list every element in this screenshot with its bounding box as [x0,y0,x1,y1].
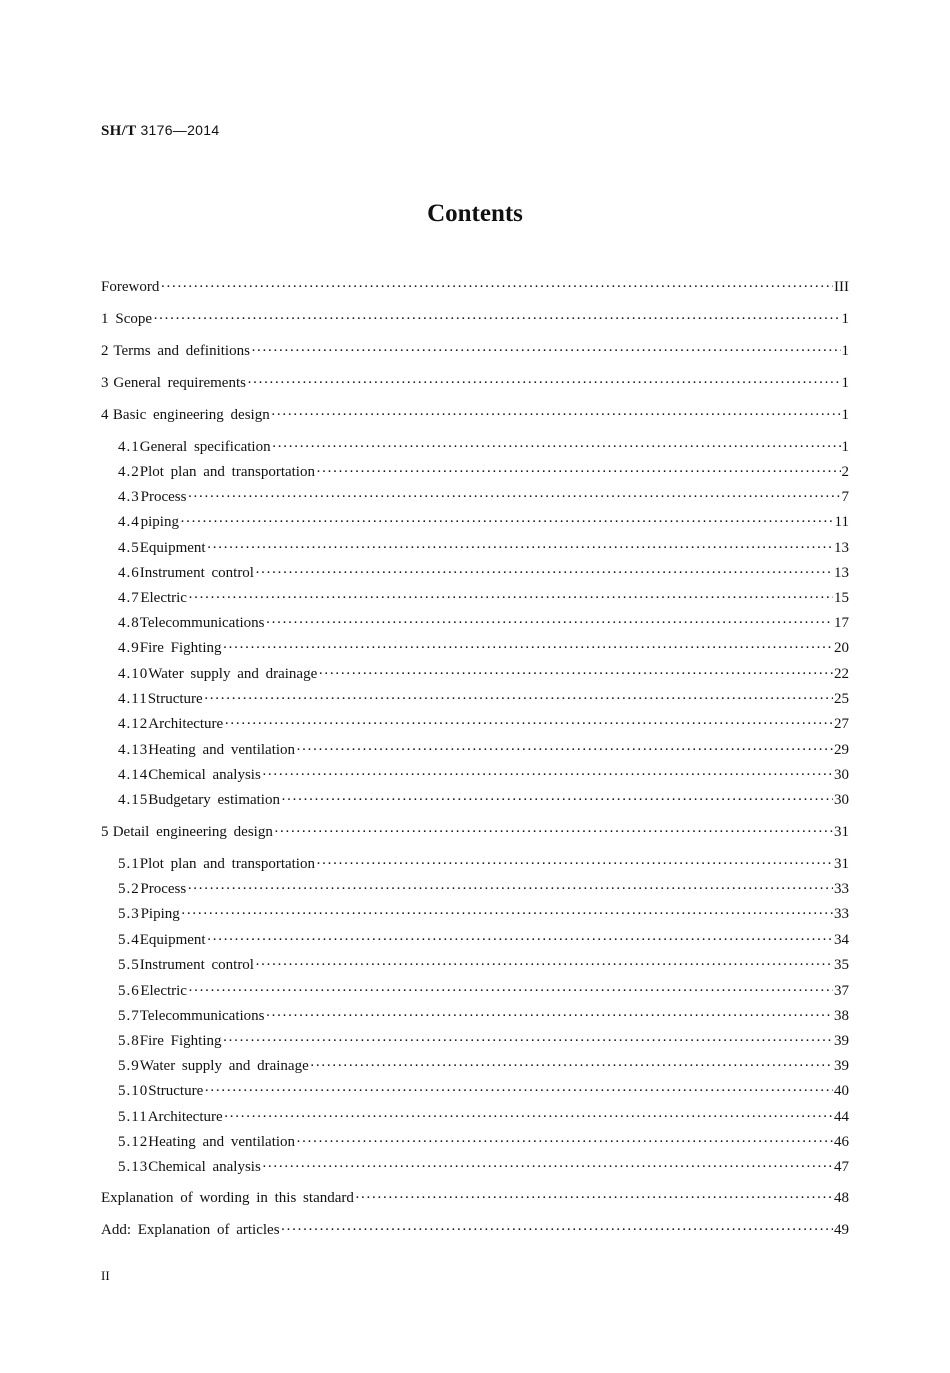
toc-entry-page: 1 [841,343,849,359]
toc-leader-dots [271,404,841,426]
toc-entry-number: 4.11 [118,691,148,707]
toc-entry-page: III [834,279,849,295]
toc-entry-page: 44 [834,1109,849,1125]
toc-entry-label: General specification [139,439,271,455]
toc-leader-dots [223,1030,833,1052]
toc-subentry[interactable] [118,511,849,533]
toc-entry[interactable] [101,372,849,394]
toc-entry-page: 1 [841,311,849,327]
toc-leader-dots [187,486,840,508]
toc-entry-label: Electric [140,983,187,999]
toc-entry-number: 4.13 [118,742,149,758]
toc-leader-dots [255,954,833,976]
toc-entry-label: Process [140,489,187,505]
toc-leader-dots [355,1187,833,1209]
toc-entry-page: 47 [834,1159,849,1175]
toc-leader-dots [187,878,833,900]
toc-entry-number: 4.5 [118,540,140,556]
toc-leader-dots [207,537,833,559]
toc-entry-number: 5.10 [118,1083,149,1099]
toc-entry-number: 5.3 [118,906,140,922]
toc-entry[interactable] [101,1219,849,1241]
toc-subentry[interactable] [118,878,849,900]
toc-subentry[interactable] [118,537,849,559]
toc-subentry[interactable] [118,562,849,584]
toc-entry-label: Explanation of wording in this standard [101,1190,354,1206]
toc-entry-number: 5.5 [118,957,140,973]
toc-entry-number: 5.11 [118,1109,148,1125]
toc-subentry[interactable] [118,980,849,1002]
toc-entry-number: 4.12 [118,716,149,732]
toc-entry-number: 5.8 [118,1033,140,1049]
toc-subentry[interactable] [118,663,849,685]
toc-entry-label: Basic engineering design [112,407,270,423]
toc-leader-dots [318,663,833,685]
toc-entry-page: 11 [834,514,849,530]
toc-entry-page: 15 [834,590,849,606]
toc-entry-number: 5.12 [118,1134,149,1150]
toc-leader-dots [272,436,841,458]
toc-leader-dots [204,1080,833,1102]
page-title: Contents [427,200,523,227]
toc-entry-label: Architecture [148,716,224,732]
toc-subentry[interactable] [118,587,849,609]
toc-entry-number: 4.9 [118,640,140,656]
toc-subentry[interactable] [118,1080,849,1102]
toc-leader-dots [266,612,834,634]
toc-subentry[interactable] [118,954,849,976]
toc-subentry[interactable] [118,637,849,659]
toc-entry-page: 17 [834,615,849,631]
toc-entry-number: 4.4 [118,514,140,530]
toc-entry-number: 5.2 [118,881,140,897]
toc-entry-label: Structure [147,691,203,707]
toc-entry-number: 3 [101,375,110,391]
toc-entry-label: Foreword [101,279,160,295]
toc-entry-number: 5.4 [118,932,140,948]
toc-entry-page: 1 [841,375,849,391]
toc-entry-page: 30 [834,767,849,783]
toc-entry-number: 4.8 [118,615,140,631]
toc-subentry[interactable] [118,1030,849,1052]
toc-subentry[interactable] [118,612,849,634]
toc-leader-dots [251,340,841,362]
toc-leader-dots [247,372,841,394]
toc-entry-number: 4.1 [118,439,140,455]
toc-subentry[interactable] [118,486,849,508]
toc-entry-page: 2 [841,464,849,480]
toc-entry-page: 13 [834,540,849,556]
toc-subentry[interactable] [118,1106,849,1128]
toc-leader-dots [255,562,833,584]
toc-entry-label: Telecommunications [139,615,265,631]
toc-entry-page: 40 [834,1083,849,1099]
toc-entry-label: Water supply and drainage [139,1058,309,1074]
toc-entry[interactable] [101,404,849,426]
toc-entry-page: 20 [834,640,849,656]
toc-entry-label: Structure [148,1083,204,1099]
toc-entry-label: Telecommunications [139,1008,265,1024]
toc-subentry[interactable] [118,1156,849,1178]
toc-subentry[interactable] [118,739,849,761]
toc-entry-page: 25 [834,691,849,707]
toc-entry-label: Piping [140,906,180,922]
toc-entry-page: 48 [834,1190,849,1206]
toc-entry-label: Instrument control [139,565,254,581]
toc-entry-number: 2 [101,343,110,359]
toc-leader-dots [310,1055,833,1077]
toc-entry-page: 39 [834,1058,849,1074]
toc-leader-dots [223,637,833,659]
toc-entry-label: Budgetary estimation [148,792,280,808]
toc-entry-label: Equipment [139,540,206,556]
toc-entry-label: Equipment [139,932,206,948]
toc-entry-number: 5.1 [118,856,140,872]
toc-entry-number: 5 [101,824,110,840]
toc-entry-number: 5.7 [118,1008,140,1024]
table-of-contents [101,0,849,1373]
toc-leader-dots [181,903,833,925]
toc-leader-dots [296,739,833,761]
toc-entry[interactable] [101,1187,849,1209]
toc-subentry[interactable] [118,929,849,951]
toc-leader-dots [207,929,833,951]
toc-leader-dots [188,587,833,609]
toc-subentry[interactable] [118,1131,849,1153]
toc-entry[interactable] [101,821,849,843]
toc-leader-dots [281,789,833,811]
toc-entry-page: 7 [841,489,849,505]
toc-leader-dots [188,980,833,1002]
toc-entry-number: 5.13 [118,1159,149,1175]
toc-leader-dots [204,688,833,710]
toc-entry-number: 4 [101,407,110,423]
toc-leader-dots [180,511,834,533]
toc-leader-dots [316,853,833,875]
toc-entry-label: Chemical analysis [148,1159,261,1175]
toc-entry-page: 49 [834,1222,849,1238]
toc-entry[interactable] [101,276,849,298]
toc-subentry[interactable] [118,713,849,735]
standard-code: SH/T [101,123,137,139]
toc-entry-number: 1 [101,311,110,327]
toc-entry-number: 4.10 [118,666,149,682]
toc-subentry[interactable] [118,903,849,925]
page-number: II [101,1268,110,1283]
toc-subentry[interactable] [118,1005,849,1027]
toc-entry-label: Plot plan and transportation [139,464,315,480]
toc-entry[interactable] [101,340,849,362]
toc-subentry[interactable] [118,461,849,483]
toc-entry-page: 27 [834,716,849,732]
toc-entry-page: 37 [834,983,849,999]
toc-subentry[interactable] [118,1055,849,1077]
toc-entry-label: Terms and definitions [113,343,250,359]
toc-entry-page: 35 [834,957,849,973]
toc-entry-page: 1 [841,439,849,455]
toc-entry-label: Fire Fighting [139,1033,222,1049]
toc-subentry[interactable] [118,789,849,811]
toc-entry-label: Plot plan and transportation [139,856,315,872]
toc-entry-number: 4.2 [118,464,140,480]
toc-entry-number: 4.7 [118,590,140,606]
toc-entry-label: Scope [115,311,153,327]
toc-entry-page: 22 [834,666,849,682]
toc-entry-page: 38 [834,1008,849,1024]
toc-entry[interactable] [101,308,849,330]
toc-entry-label: piping [140,514,179,530]
toc-leader-dots [160,276,833,298]
toc-entry-label: Architecture [147,1109,223,1125]
toc-leader-dots [266,1005,834,1027]
toc-entry-page: 39 [834,1033,849,1049]
toc-subentry[interactable] [118,688,849,710]
toc-entry-label: Heating and ventilation [148,742,296,758]
toc-entry-label: General requirements [113,375,246,391]
toc-entry-label: Add: Explanation of articles [101,1222,280,1238]
toc-entry-number: 4.6 [118,565,140,581]
toc-entry-page: 29 [834,742,849,758]
toc-entry-page: 30 [834,792,849,808]
toc-subentry[interactable] [118,436,849,458]
toc-entry-page: 33 [834,906,849,922]
toc-entry-number: 4.14 [118,767,149,783]
toc-entry-label: Water supply and drainage [148,666,318,682]
toc-entry-number: 5.9 [118,1058,140,1074]
toc-leader-dots [262,1156,833,1178]
toc-entry-page: 31 [834,856,849,872]
toc-leader-dots [316,461,841,483]
toc-subentry[interactable] [118,764,849,786]
toc-leader-dots [274,821,833,843]
toc-entry-label: Fire Fighting [139,640,222,656]
toc-entry-number: 5.6 [118,983,140,999]
toc-entry-page: 33 [834,881,849,897]
toc-entry-page: 13 [834,565,849,581]
toc-entry-label: Process [140,881,187,897]
toc-entry-label: Detail engineering design [112,824,273,840]
toc-leader-dots [153,308,840,330]
toc-entry-page: 34 [834,932,849,948]
toc-leader-dots [224,1106,833,1128]
toc-entry-page: 31 [834,824,849,840]
toc-subentry[interactable] [118,853,849,875]
toc-leader-dots [262,764,833,786]
toc-entry-label: Chemical analysis [148,767,261,783]
toc-entry-number: 4.3 [118,489,140,505]
toc-leader-dots [224,713,833,735]
toc-leader-dots [281,1219,833,1241]
toc-entry-label: Heating and ventilation [148,1134,296,1150]
toc-entry-label: Electric [140,590,187,606]
toc-entry-page: 46 [834,1134,849,1150]
standard-number: 3176—2014 [140,122,220,138]
toc-leader-dots [296,1131,833,1153]
toc-entry-page: 1 [841,407,849,423]
toc-entry-label: Instrument control [139,957,254,973]
toc-entry-number: 4.15 [118,792,149,808]
